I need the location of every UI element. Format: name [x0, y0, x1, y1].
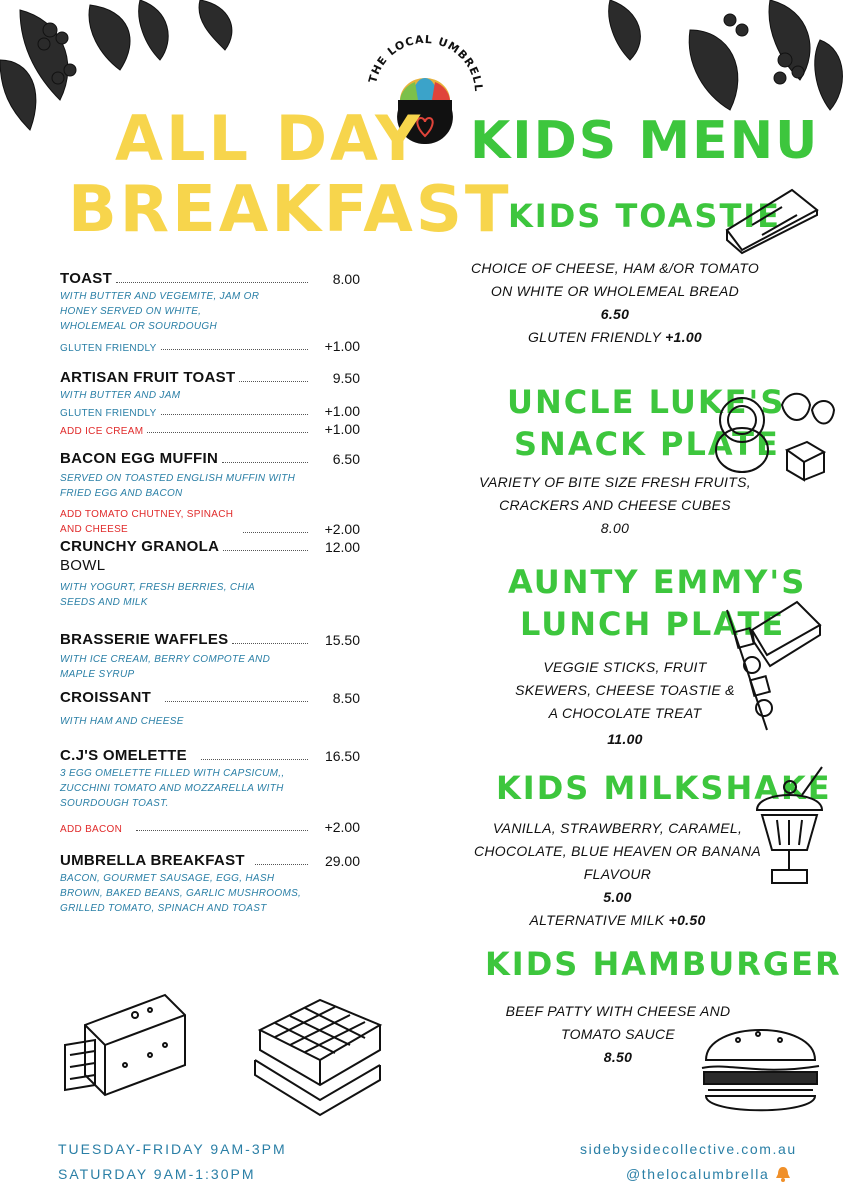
- extra-price: +1.00: [324, 338, 360, 354]
- item-name-line2: BOWL: [60, 557, 106, 574]
- logo-text: THE LOCAL UMBRELLA: [355, 28, 486, 93]
- item-name: UMBRELLA BREAKFAST: [60, 852, 245, 869]
- kids-hamburger-desc: BEEF PATTY WITH CHEESE AND TOMATO SAUCE 8.50: [478, 1000, 758, 1069]
- item-desc: BACON, GOURMET SAUSAGE, EGG, HASH BROWN, BAKED BEANS, GARLIC MUSHROOMS, GRILLED TOMATO, SPINACH AND TOAST: [60, 873, 302, 914]
- menu-item-umbrella-breakfast: [60, 852, 360, 916]
- kids-hamburger-title: KIDS HAMBURGER: [485, 945, 842, 983]
- kids-milkshake-extra-label: ALTERNATIVE MILK: [529, 912, 665, 928]
- hamburger-icon: [698, 1010, 823, 1120]
- kids-toastie-price: 6.50: [600, 306, 630, 322]
- item-name: C.J'S OMELETTE: [60, 747, 187, 764]
- website-link[interactable]: sidebysidecollective.com.au: [580, 1141, 797, 1157]
- extra-label: GLUTEN FRIENDLY: [60, 408, 157, 419]
- extra-price: +2.00: [324, 819, 360, 835]
- item-desc: SERVED ON TOASTED ENGLISH MUFFIN WITH FRIED EGG AND BACON: [60, 473, 296, 499]
- lunch-plate-desc: VEGGIE STICKS, FRUIT SKEWERS, CHEESE TOASTIE & A CHOCOLATE TREAT 11.00: [495, 656, 755, 751]
- item-price: 8.00: [332, 271, 360, 287]
- bell-icon: [775, 1166, 791, 1182]
- menu-item-croissant: [60, 689, 360, 729]
- kids-toastie-desc: CHOICE OF CHEESE, HAM &/OR TOMATO ON WHITE OR WHOLEMEAL BREAD 6.50 GLUTEN FRIENDLY +1.00: [455, 257, 775, 349]
- extra-label: ADD ICE CREAM: [60, 426, 144, 437]
- instagram-row: [626, 1166, 791, 1182]
- bread-loaf-icon: [55, 985, 195, 1100]
- item-name: ARTISAN FRUIT TOAST: [60, 369, 236, 386]
- item-price: 16.50: [324, 748, 360, 764]
- snack-plate-price: 8.00: [600, 520, 630, 536]
- item-price: 9.50: [332, 370, 360, 386]
- menu-item-brasserie-waffles: [60, 631, 360, 682]
- extra-price: +1.00: [324, 421, 360, 437]
- extra-label: ADD TOMATO CHUTNEY, SPINACH AND CHEESE: [60, 509, 234, 535]
- item-desc: WITH YOGURT, FRESH BERRIES, CHIA SEEDS AND MILK: [60, 582, 255, 608]
- extra-label: GLUTEN FRIENDLY: [60, 343, 157, 354]
- extra-label: ADD BACON: [60, 824, 123, 835]
- item-name: BRASSERIE WAFFLES: [60, 631, 229, 648]
- lunch-plate-price: 11.00: [607, 731, 643, 747]
- kids-menu-title: KIDS MENU: [470, 111, 820, 171]
- kids-toastie-title: KIDS TOASTIE: [508, 197, 782, 235]
- item-name: CROISSANT: [60, 689, 152, 706]
- item-desc: WITH HAM AND CHEESE: [60, 716, 184, 727]
- item-name: TOAST: [60, 270, 113, 287]
- item-name: CRUNCHY GRANOLA: [60, 538, 220, 555]
- item-price: 29.00: [324, 853, 360, 869]
- extra-price: +1.00: [324, 403, 360, 419]
- menu-item-toast: [60, 270, 360, 354]
- snack-plate-desc: VARIETY OF BITE SIZE FRESH FRUITS, CRACKERS AND CHEESE CUBES 8.00: [455, 471, 775, 540]
- menu-item-bacon-egg-muffin: [60, 450, 360, 537]
- item-name: BACON EGG MUFFIN: [60, 450, 219, 467]
- item-price: 15.50: [324, 632, 360, 648]
- hours-saturday: SATURDAY 9AM-1:30PM: [58, 1166, 256, 1182]
- hours-weekday: TUESDAY-FRIDAY 9AM-3PM: [58, 1141, 287, 1157]
- kids-toastie-extra-label: GLUTEN FRIENDLY: [527, 329, 661, 345]
- breakfast-title-line1: ALL DAY: [115, 102, 423, 175]
- kids-milkshake-desc: VANILLA, STRAWBERRY, CARAMEL, CHOCOLATE, BLUE HEAVEN OR BANANA FLAVOUR 5.00 ALTERNATIVE MILK +0.50: [465, 817, 770, 932]
- breakfast-title-line2: BREAKFAST: [68, 173, 512, 247]
- menu-item-artisan-fruit-toast: [60, 369, 360, 437]
- toastie-sandwich-icon: [722, 185, 822, 255]
- item-desc: WITH ICE CREAM, BERRY COMPOTE AND MAPLE SYRUP: [60, 654, 271, 680]
- lunch-plate-title-line2: LUNCH PLATE: [520, 605, 786, 643]
- menu-item-crunchy-granola-bowl: [60, 538, 360, 610]
- item-desc: WITH BUTTER AND VEGEMITE, JAM OR HONEY SERVED ON WHITE, WHOLEMEAL OR SOURDOUGH: [60, 291, 260, 332]
- item-desc: WITH BUTTER AND JAM: [60, 390, 181, 401]
- kids-milkshake-price: 5.00: [603, 889, 632, 905]
- extra-price: +2.00: [324, 521, 360, 537]
- lunch-plate-title-line1: AUNTY EMMY'S: [508, 563, 807, 601]
- item-desc: 3 EGG OMELETTE FILLED WITH CAPSICUM,, ZUCCHINI TOMATO AND MOZZARELLA WITH SOURDOUGH TOAST.: [60, 768, 285, 809]
- waffle-icon: [250, 990, 385, 1120]
- kids-toastie-extra-price: +1.00: [665, 329, 702, 345]
- menu-item-cjs-omelette: [60, 747, 360, 835]
- kids-milkshake-title: KIDS MILKSHAKE: [496, 769, 832, 807]
- kids-milkshake-extra-price: +0.50: [668, 912, 706, 928]
- item-price: 8.50: [332, 690, 360, 706]
- item-price: 12.00: [324, 539, 360, 555]
- instagram-handle[interactable]: @thelocalumbrella: [626, 1166, 770, 1182]
- snack-plate-title-line1: UNCLE LUKE'S: [507, 383, 786, 421]
- snack-plate-title-line2: SNACK PLATE: [514, 425, 780, 463]
- kids-hamburger-price: 8.50: [603, 1049, 633, 1065]
- item-price: 6.50: [332, 451, 360, 467]
